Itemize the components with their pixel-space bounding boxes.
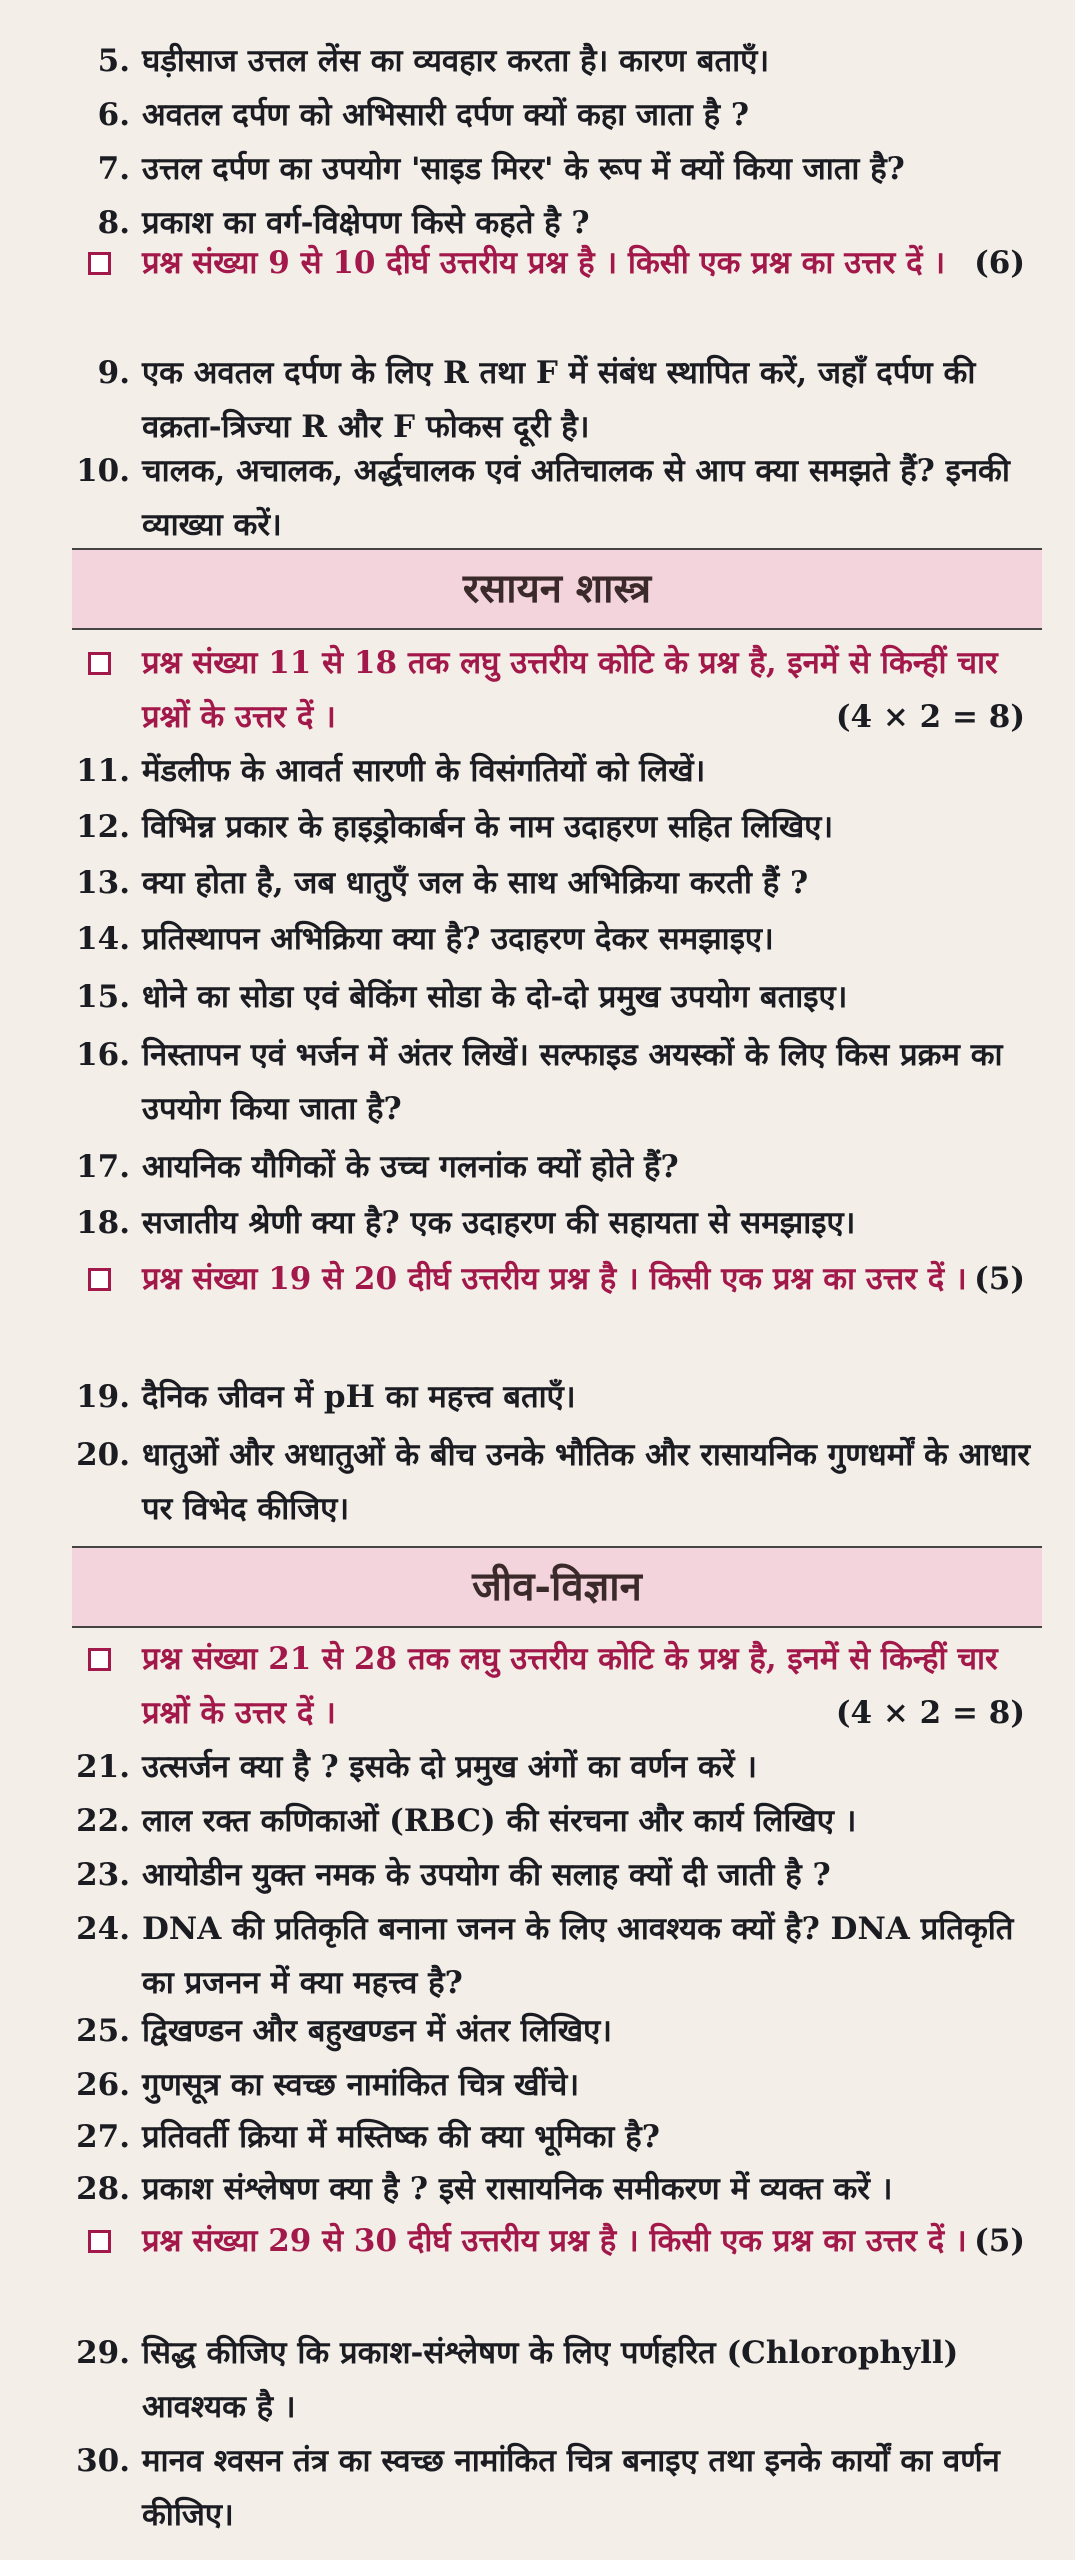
question-9: 9. एक अवतल दर्पण के लिए R तथा F में संबंध स्थापित करें, जहाँ दर्पण की वक्रता-त्रिज्या R और F फोकस दूरी है। bbox=[97, 355, 976, 445]
question-16: 16. निस्तापन एवं भर्जन में अंतर लिखें। सल्फाइड अयस्कों के लिए किस प्रक्रम का उपयोग किया जाता है? bbox=[76, 1037, 1003, 1127]
question-15: 15. धोने का सोडा एवं बेकिंग सोडा के दो-दो प्रमुख उपयोग बताइए। bbox=[76, 979, 848, 1015]
section-header-chemistry: रसायन शास्त्र bbox=[72, 548, 1042, 630]
question-25: 25. द्विखण्डन और बहुखण्डन में अंतर लिखिए। bbox=[76, 2013, 613, 2049]
marks-label: (4 × 2 = 8) bbox=[835, 699, 1025, 735]
section-header-biology: जीव-विज्ञान bbox=[72, 1546, 1042, 1628]
question-29: 29. सिद्ध कीजिए कि प्रकाश-संश्लेषण के लिए पर्णहरित (Chlorophyll) आवश्यक है । bbox=[76, 2335, 959, 2425]
question-20: 20. धातुओं और अधातुओं के बीच उनके भौतिक और रासायनिक गुणधर्मों के आधार पर विभेद कीजिए। bbox=[76, 1437, 1031, 1527]
instruction-chem-short: प्रश्न संख्या 11 से 18 तक लघु उत्तरीय कोटि के प्रश्न है, इनमें से किन्हीं चार प्रश्नों के उत्तर दें । (4 × 2 = 8) bbox=[60, 636, 1045, 744]
instruction-physics-long: प्रश्न संख्या 9 से 10 दीर्घ उत्तरीय प्रश्न है । किसी एक प्रश्न का उत्तर दें । (6) bbox=[60, 236, 1045, 290]
question-6: 6. अवतल दर्पण को अभिसारी दर्पण क्यों कहा जाता है ? bbox=[97, 97, 749, 133]
question-24: 24. DNA की प्रतिकृति बनाना जनन के लिए आवश्यक क्यों है? DNA प्रतिकृति का प्रजनन में क्या महत्त्व है? bbox=[76, 1911, 1014, 2001]
marks-label: (6) bbox=[974, 245, 1025, 281]
question-11: 11. मेंडलीफ के आवर्त सारणी के विसंगतियों को लिखें। bbox=[76, 753, 706, 789]
checkbox-icon bbox=[88, 1268, 111, 1291]
question-13: 13. क्या होता है, जब धातुएँ जल के साथ अभिक्रिया करती हैं ? bbox=[76, 865, 809, 901]
checkbox-icon bbox=[88, 1648, 111, 1671]
question-27: 27. प्रतिवर्ती क्रिया में मस्तिष्क की क्या भूमिका है? bbox=[76, 2119, 660, 2155]
question-5: 5. घड़ीसाज उत्तल लेंस का व्यवहार करता है। कारण बताएँ। bbox=[97, 43, 770, 79]
question-23: 23. आयोडीन युक्त नमक के उपयोग की सलाह क्यों दी जाती है ? bbox=[76, 1857, 831, 1893]
question-18: 18. सजातीय श्रेणी क्या है? एक उदाहरण की सहायता से समझाइए। bbox=[76, 1205, 856, 1241]
checkbox-icon bbox=[88, 2230, 111, 2253]
question-7: 7. उत्तल दर्पण का उपयोग 'साइड मिरर' के रूप में क्यों किया जाता है? bbox=[97, 151, 905, 187]
question-12: 12. विभिन्न प्रकार के हाइड्रोकार्बन के नाम उदाहरण सहित लिखिए। bbox=[76, 809, 834, 845]
question-30: 30. मानव श्वसन तंत्र का स्वच्छ नामांकित चित्र बनाइए तथा इनके कार्यों का वर्णन कीजिए। bbox=[76, 2443, 1000, 2533]
question-17: 17. आयनिक यौगिकों के उच्च गलनांक क्यों होते हैं? bbox=[76, 1149, 679, 1185]
question-19: 19. दैनिक जीवन में pH का महत्त्व बताएँ। bbox=[76, 1379, 576, 1415]
question-21: 21. उत्सर्जन क्या है ? इसके दो प्रमुख अंगों का वर्णन करें । bbox=[76, 1749, 758, 1785]
question-26: 26. गुणसूत्र का स्वच्छ नामांकित चित्र खींचे। bbox=[76, 2067, 580, 2103]
instruction-chem-long: प्रश्न संख्या 19 से 20 दीर्घ उत्तरीय प्रश्न है । किसी एक प्रश्न का उत्तर दें । (5) bbox=[60, 1252, 1045, 1306]
checkbox-icon bbox=[88, 652, 111, 675]
question-10: 10. चालक, अचालक, अर्द्धचालक एवं अतिचालक से आप क्या समझते हैं? इनकी व्याख्या करें। bbox=[76, 453, 1010, 543]
marks-label: (5) bbox=[974, 1261, 1025, 1297]
question-8: 8. प्रकाश का वर्ग-विक्षेपण किसे कहते है ? bbox=[97, 205, 590, 241]
marks-label: (4 × 2 = 8) bbox=[835, 1695, 1025, 1731]
instruction-bio-long: प्रश्न संख्या 29 से 30 दीर्घ उत्तरीय प्रश्न है । किसी एक प्रश्न का उत्तर दें । (5) bbox=[60, 2214, 1045, 2268]
instruction-bio-short: प्रश्न संख्या 21 से 28 तक लघु उत्तरीय कोटि के प्रश्न है, इनमें से किन्हीं चार प्रश्नों के उत्तर दें । (4 × 2 = 8) bbox=[60, 1632, 1045, 1740]
question-28: 28. प्रकाश संश्लेषण क्या है ? इसे रासायनिक समीकरण में व्यक्त करें । bbox=[76, 2171, 893, 2207]
checkbox-icon bbox=[88, 252, 111, 275]
marks-label: (5) bbox=[974, 2223, 1025, 2259]
question-22: 22. लाल रक्त कणिकाओं (RBC) की संरचना और कार्य लिखिए । bbox=[76, 1803, 857, 1839]
question-14: 14. प्रतिस्थापन अभिक्रिया क्या है? उदाहरण देकर समझाइए। bbox=[76, 921, 774, 957]
